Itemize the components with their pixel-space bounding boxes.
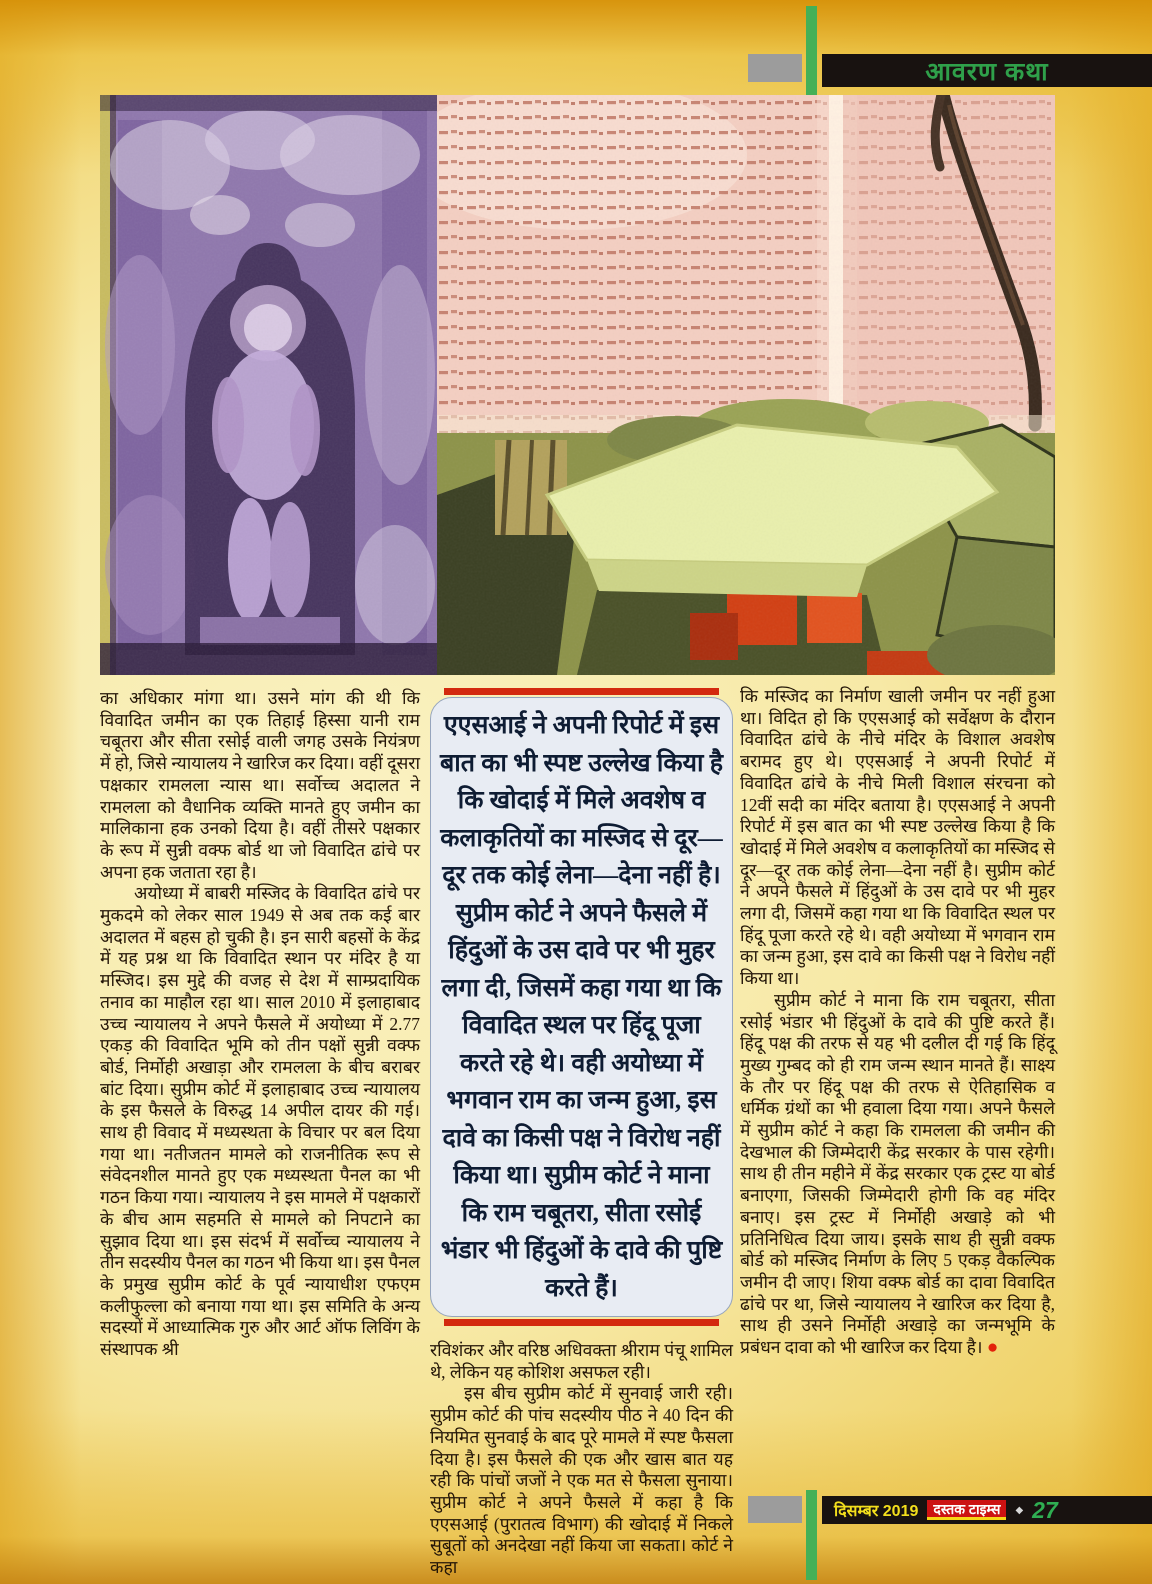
statue-photo: [100, 95, 437, 675]
header-section-bar: [822, 54, 1152, 87]
article-column-2: [430, 688, 733, 1579]
paragraph: इस बीच सुप्रीम कोर्ट में सुनवाई जारी रही। सुप्रीम कोर्ट की पांच सदस्यीय पीठ ने 40 दिन की नियमित सुनवाई के बाद पूरे मामले में स्पष्ट फैसला दिया है। इस फैसले की एक और खास बात यह रही कि पांचों जजों ने एक मत से फैसला सुनाया। सुप्रीम कोर्ट ने अपने फैसले में कहा है कि एएसआई (पुरातत्व विभाग) की खोदाई में निकले सुबूतों को अनदेखा नहीं किया जा सकता। कोर्ट ने कहा: [430, 1383, 733, 1578]
paragraph: रविशंकर और वरिष्ठ अधिवक्ता श्रीराम पंचू शामिल थे, लेकिन यह कोशिश असफल रही।: [430, 1340, 733, 1382]
page-number: 27: [1032, 1496, 1058, 1523]
header-gray-block: [748, 54, 802, 82]
article-end-mark: ●: [986, 1337, 999, 1359]
footer-bar: [822, 1496, 1152, 1524]
paragraph-text: सुप्रीम कोर्ट ने माना कि राम चबूतरा, सीता रसोई भंडार भी हिंदुओं के दावे की पुष्टि करते हैं। हिंदू पक्ष की तरफ से यह भी दलील दी गई कि हिंदू मुख्य गुम्बद को ही राम जन्म स्थान मानते हैं। साक्ष्य के तौर पर हिंदू पक्ष की तरफ से ऐतिहासिक व धर्मिक ग्रंथों का भी हवाला दिया गया। अपने फैसले में सुप्रीम कोर्ट ने कहा कि रामलला की जमीन की देखभाल की जिम्मेदारी केंद्र सरकार के पास रहेगी। साथ ही तीन महीने में केंद्र सरकार एक ट्रस्ट या बोर्ड बनाएगा, जिसकी जिम्मेदारी होगी कि वह मंदिर बनाए। इस ट्रस्ट में निर्मोही अखाड़े को भी प्रतिनिधित्व दिया जाय। इसके साथ ही सुन्नी वक्फ बोर्ड को मस्जिद निर्माण के लिए 5 एकड़ वैकल्पिक जमीन दी जाए। शिया वक्फ बोर्ड का दावा विवादित ढांचे पर था, जिसे न्यायालय ने खारिज कर दिया है, साथ ही उसने निर्मोही अखाड़े का जन्मभूमि के प्रबंधन दावा को भी खारिज कर दिया है।: [740, 989, 1055, 1358]
header-green-bar: [806, 6, 817, 101]
rubble-wall-photo: [437, 95, 1055, 675]
pull-quote-box: एएसआई ने अपनी रिपोर्ट में इस बात का भी स्पष्ट उल्लेख किया है कि खोदाई में मिले अवशेष व कलाकृतियों का मस्जिद से दूर—दूर तक कोई लेना—देना नहीं है। सुप्रीम कोर्ट ने अपने फैसले में हिंदुओं के उस दावे पर भी मुहर लगा दी, जिसमें कहा गया था कि विवादित स्थल पर हिंदू पूजा करते रहे थे। वही अयोध्या में भगवान राम का जन्म हुआ, इस दावे का किसी पक्ष ने विरोध नहीं किया था। सुप्रीम कोर्ट ने माना कि राम चबूतरा, सीता रसोई भंडार भी हिंदुओं के दावे की पुष्टि करते हैं।: [430, 697, 733, 1317]
paragraph: अयोध्या में बाबरी मस्जिद के विवादित ढांचे पर मुकदमे को लेकर साल 1949 से अब तक कई बार अदालत में बहस हो चुकी है। इन सारी बहसों के केंद्र में यह प्रश्न था कि विवादित स्थान पर मंदिर है या मस्जिद। इस मुद्दे की वजह से देश में साम्प्रदायिक तनाव का माहौल रहा था। साल 2010 में इलाहाबाद उच्च न्यायालय ने अपने फैसले में अयोध्या में 2.77 एकड़ की विवादित भूमि को तीन पक्षों सुन्नी वक्फ बोर्ड, निर्मोही अखाड़ा और रामलला के बीच बराबर बांट दिया। सुप्रीम कोर्ट में इलाहाबाद उच्च न्यायालय के इस फैसले के विरुद्ध 14 अपील दायर की गई। साथ ही विवाद में मध्यस्थता के विचार पर बल दिया गया था। नतीजतन मामले को राजनीतिक रूप से संवेदनशील मानते हुए एक मध्यस्थता पैनल का भी गठन किया गया। न्यायालय ने इस मामले में पक्षकारों के बीच आम सहमति से मामले को निपटाने का सुझाव दिया था। इस संदर्भ में सर्वोच्च न्यायालय ने तीन सदस्यीय पैनल का गठन भी किया था। इस पैनल के प्रमुख सुप्रीम कोर्ट के पूर्व न्यायाधीश एफएम कलीफुल्ला को बनाया गया था। इस समिति के अन्य सदस्यों में आध्यात्मिक गुरु और आर्ट ऑफ लिविंग के संस्थापक श्री: [100, 883, 420, 1360]
paragraph: [740, 990, 1055, 1359]
footer-green-bar: [806, 1490, 817, 1580]
quote-top-bar: [444, 688, 719, 695]
section-title: आवरण कथा: [925, 57, 1049, 86]
issue-date: दिसम्बर 2019: [834, 1503, 919, 1520]
article-column-3: [740, 686, 1055, 1359]
paragraph: का अधिकार मांगा था। उसने मांग की थी कि विवादित जमीन का एक तिहाई हिस्सा यानी राम चबूतरा और सीता रसोई वाली जगह उसके नियंत्रण में हो, जिसे न्यायालय ने खारिज कर दिया। वहीं दूसरा पक्षकार रामलला न्यास था। सर्वोच्च अदालत ने रामलला को वैधानिक व्यक्ति मानते हुए जमीन का मालिकाना हक उनको दिया है। वहीं तीसरे पक्षकार के रूप में सुन्नी वक्फ बोर्ड था जो विवादित ढांचे पर अपना हक जताता रहा है।: [100, 688, 420, 882]
magazine-logo: दस्तक टाइम्स: [927, 1500, 1006, 1520]
article-column-1: [100, 688, 420, 1361]
footer-gray-block: [748, 1496, 802, 1523]
diamond-separator-icon: ◆: [1015, 1504, 1024, 1516]
paragraph: कि मस्जिद का निर्माण खाली जमीन पर नहीं हुआ था। विदित हो कि एएसआई को सर्वेक्षण के दौरान विवादित ढांचे के नीचे मंदिर के विशाल अवशेष बरामद हुए थे। एएसआई ने अपनी रिपोर्ट में विवादित ढांचे के नीचे मिली विशाल संरचना को 12वीं सदी का मंदिर बताया है। एएसआई ने अपनी रिपोर्ट में इस बात का भी स्पष्ट उल्लेख किया है कि खोदाई में मिले अवशेष व कलाकृतियों का मस्जिद से दूर—दूर तक कोई लेना—देना नहीं है। सुप्रीम कोर्ट ने अपने फैसले में हिंदुओं के उस दावे पर भी मुहर लगा दी, जिसमें कहा गया था कि विवादित स्थल पर हिंदू पूजा करते रहे थे। वही अयोध्या में भगवान राम का जन्म हुआ, इस दावे का किसी पक्ष ने विरोध नहीं किया था।: [740, 686, 1055, 989]
quote-bottom-bar: [444, 1319, 719, 1326]
